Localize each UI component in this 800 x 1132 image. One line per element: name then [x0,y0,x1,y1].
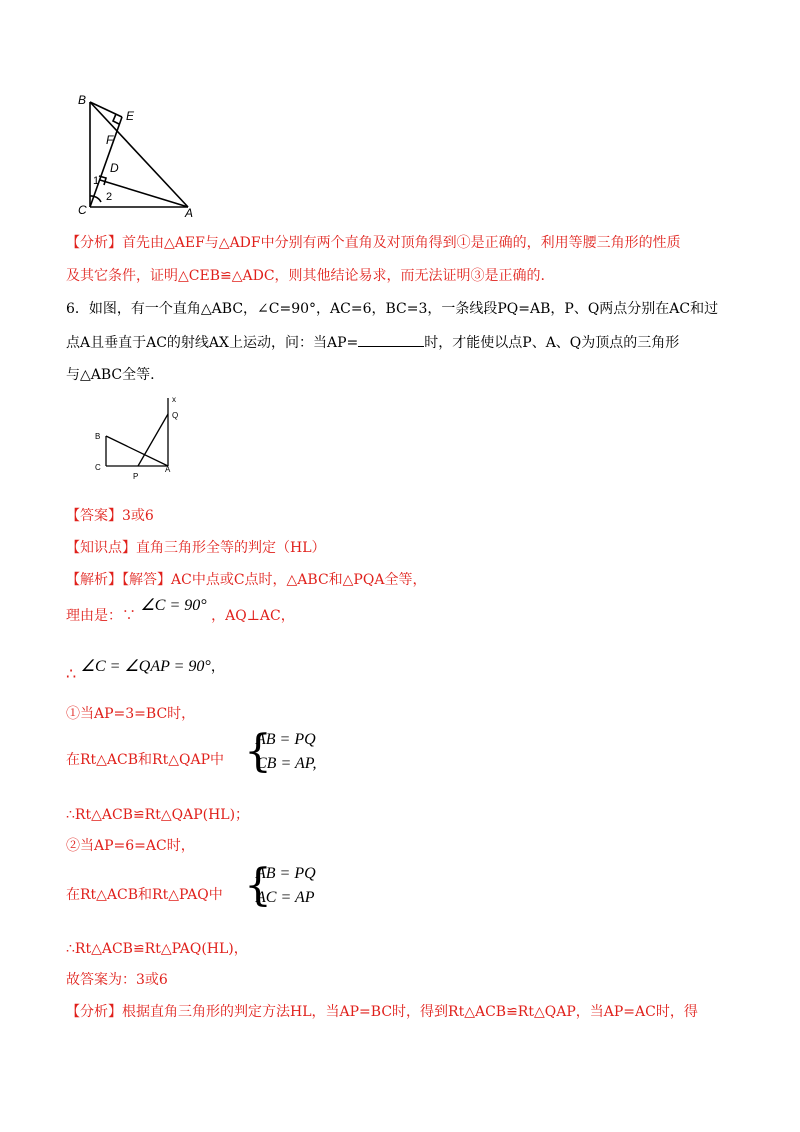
solution-line: 【解析】【解答】AC中点或C点时，△ABC和△PQA全等， [66,572,427,588]
solution-analysis: 【分析】根据直角三角形的判定方法HL，当AP=BC时，得到Rt△ACB≌Rt△QAP，当AP=AC时，得 [66,1004,698,1020]
case-2-eq-1: AB = PQ [256,865,316,882]
figure-triangle-abc-pq [88,392,198,487]
reason-line [66,597,295,626]
label-b: B [95,432,101,441]
case-1-eq-1: AB = PQ [256,731,316,748]
question-6-line-2 [66,332,679,353]
reason-suffix: ，AQ⊥AC， [211,608,295,624]
label-c: C [78,203,87,217]
analysis-line-1: 【分析】首先由△AEF与△ADF中分别有两个直角及对顶角得到①是正确的，利用等腰三角形的性质 [66,235,681,251]
reason-math: ∠C = 90° [140,597,207,614]
label-p: P [133,472,139,481]
therefore-line [66,656,225,683]
label-angle-2: 2 [106,191,113,203]
question-6-line-3: 与△ABC全等. [66,367,155,383]
left-brace: { [244,860,272,911]
label-angle-1: 1 [93,175,100,187]
label-a: A [185,206,194,220]
case-1-conclusion: ∴Rt△ACB≌Rt△QAP(HL)； [66,807,250,823]
label-b: B [78,93,87,107]
final-answer: 故答案为：3或6 [66,972,168,988]
case-1-in: 在Rt△ACB和Rt△QAP中 [66,752,224,768]
case-2-eq-2: AC = AP [256,889,315,906]
segment-ba [106,436,168,466]
question-6-line-2-a: 点A且垂直于AC的射线AX上运动，问：当AP= [66,335,359,351]
reason-prefix: 理由是：∵ [66,608,136,624]
figure-triangle-abc-efd [70,92,220,222]
knowledge-point: 【知识点】直角三角形全等的判定（HL） [66,540,326,556]
label-d: D [110,161,119,175]
answer-blank [358,332,424,347]
case-2-conclusion: ∴Rt△ACB≌Rt△PAQ(HL)， [66,941,248,957]
case-1: ①当AP=3=BC时， [66,706,196,722]
case-2-in: 在Rt△ACB和Rt△PAQ中 [66,887,223,903]
label-x: x [172,395,176,404]
label-e: E [126,109,135,123]
label-q: Q [172,411,179,420]
answer-line: 【答案】3或6 [66,508,154,524]
label-a: A [165,465,171,474]
label-c: C [95,463,101,472]
case-1-equation-system [244,726,317,777]
therefore-symbol: ∴ [66,664,77,683]
therefore-suffix: ， [210,659,225,675]
analysis-line-2: 及其它条件，证明△CEB≌△ADC，则其他结论易求，而无法证明③是正确的. [66,268,545,284]
case-2-equation-system [244,860,316,911]
question-6-line-2-b: 时，才能使以点P、A、Q为顶点的三角形 [424,335,680,351]
therefore-math: ∠C = ∠QAP = 90° [80,658,211,675]
label-f: F [106,133,114,147]
case-1-eq-2: CB = AP, [256,755,317,772]
left-brace: { [244,726,272,777]
case-2: ②当AP=6=AC时， [66,838,195,854]
question-6-line-1: 6．如图，有一个直角△ABC，∠C=90°，AC=6，BC=3，一条线段PQ=AB，P、Q两点分别在AC和过 [66,301,719,317]
segment-be [90,102,122,117]
